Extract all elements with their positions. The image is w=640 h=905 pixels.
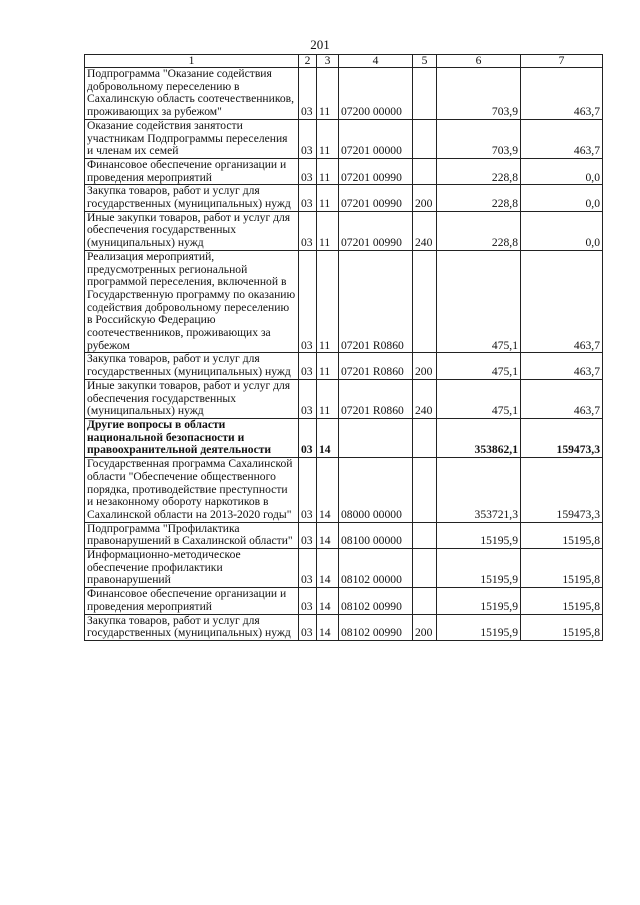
amount-col-7: 463,7 bbox=[521, 379, 603, 418]
table-body bbox=[85, 68, 603, 641]
subsection-code: 11 bbox=[317, 158, 339, 184]
amount-col-6: 703,9 bbox=[437, 119, 521, 158]
amount-col-7: 15195,8 bbox=[521, 522, 603, 548]
expense-type-code bbox=[413, 588, 437, 614]
amount-col-6: 353862,1 bbox=[437, 418, 521, 457]
expense-type-code bbox=[413, 250, 437, 353]
amount-col-6: 228,8 bbox=[437, 158, 521, 184]
target-article-code bbox=[339, 418, 413, 457]
column-header: 7 bbox=[521, 55, 603, 68]
row-name: Иные закупки товаров, работ и услуг для обеспечения государственных (муниципальных) нужд bbox=[85, 211, 299, 250]
row-name: Иные закупки товаров, работ и услуг для обеспечения государственных (муниципальных) нужд bbox=[85, 379, 299, 418]
row-name: Закупка товаров, работ и услуг для государственных (муниципальных) нужд bbox=[85, 353, 299, 379]
target-article-code: 07201 00990 bbox=[339, 158, 413, 184]
column-header: 3 bbox=[317, 55, 339, 68]
target-article-code: 07201 00990 bbox=[339, 211, 413, 250]
section-code: 03 bbox=[299, 614, 317, 640]
column-header: 5 bbox=[413, 55, 437, 68]
amount-col-7: 0,0 bbox=[521, 185, 603, 211]
amount-col-6: 353721,3 bbox=[437, 458, 521, 523]
page-number: 201 bbox=[310, 37, 330, 52]
section-code: 03 bbox=[299, 379, 317, 418]
target-article-code: 07201 R0860 bbox=[339, 353, 413, 379]
amount-col-7: 159473,3 bbox=[521, 418, 603, 457]
amount-col-6: 228,8 bbox=[437, 185, 521, 211]
table-row bbox=[85, 119, 603, 158]
expense-type-code bbox=[413, 119, 437, 158]
section-code: 03 bbox=[299, 185, 317, 211]
table-row bbox=[85, 549, 603, 588]
amount-col-7: 463,7 bbox=[521, 353, 603, 379]
target-article-code: 07201 00990 bbox=[339, 185, 413, 211]
section-code: 03 bbox=[299, 158, 317, 184]
amount-col-6: 475,1 bbox=[437, 250, 521, 353]
table-row bbox=[85, 353, 603, 379]
target-article-code: 07200 00000 bbox=[339, 68, 413, 120]
expense-type-code: 200 bbox=[413, 353, 437, 379]
expense-type-code bbox=[413, 549, 437, 588]
column-header-row bbox=[85, 55, 603, 68]
expense-type-code bbox=[413, 522, 437, 548]
amount-col-7: 0,0 bbox=[521, 211, 603, 250]
table-row bbox=[85, 250, 603, 353]
target-article-code: 08100 00000 bbox=[339, 522, 413, 548]
subsection-code: 14 bbox=[317, 418, 339, 457]
row-name: Государственная программа Сахалинской области "Обеспечение общественного порядка, противодействие преступности и незаконному обороту наркотиков в Сахалинской области на 2013-2020 годы" bbox=[85, 458, 299, 523]
expense-type-code bbox=[413, 458, 437, 523]
target-article-code: 08102 00990 bbox=[339, 588, 413, 614]
subsection-code: 11 bbox=[317, 250, 339, 353]
table-row bbox=[85, 158, 603, 184]
expense-type-code: 200 bbox=[413, 185, 437, 211]
budget-table bbox=[84, 54, 603, 641]
table-row bbox=[85, 522, 603, 548]
section-code: 03 bbox=[299, 119, 317, 158]
row-name: Подпрограмма "Профилактика правонарушений в Сахалинской области" bbox=[85, 522, 299, 548]
amount-col-7: 463,7 bbox=[521, 68, 603, 120]
row-name: Другие вопросы в области национальной безопасности и правоохранительной деятельности bbox=[85, 418, 299, 457]
target-article-code: 08000 00000 bbox=[339, 458, 413, 523]
section-code: 03 bbox=[299, 522, 317, 548]
subsection-code: 11 bbox=[317, 119, 339, 158]
table-row bbox=[85, 588, 603, 614]
amount-col-7: 463,7 bbox=[521, 250, 603, 353]
subsection-code: 11 bbox=[317, 68, 339, 120]
amount-col-6: 15195,9 bbox=[437, 588, 521, 614]
section-code: 03 bbox=[299, 418, 317, 457]
expense-type-code bbox=[413, 68, 437, 120]
amount-col-6: 475,1 bbox=[437, 379, 521, 418]
row-name: Финансовое обеспечение организации и проведения мероприятий bbox=[85, 588, 299, 614]
subsection-code: 14 bbox=[317, 549, 339, 588]
subsection-code: 14 bbox=[317, 458, 339, 523]
target-article-code: 07201 R0860 bbox=[339, 379, 413, 418]
subsection-code: 14 bbox=[317, 522, 339, 548]
amount-col-6: 15195,9 bbox=[437, 549, 521, 588]
amount-col-7: 15195,8 bbox=[521, 614, 603, 640]
table-row bbox=[85, 185, 603, 211]
section-code: 03 bbox=[299, 250, 317, 353]
amount-col-7: 0,0 bbox=[521, 158, 603, 184]
amount-col-6: 228,8 bbox=[437, 211, 521, 250]
target-article-code: 08102 00000 bbox=[339, 549, 413, 588]
expense-type-code: 240 bbox=[413, 379, 437, 418]
table-row bbox=[85, 68, 603, 120]
table-row bbox=[85, 458, 603, 523]
amount-col-7: 15195,8 bbox=[521, 549, 603, 588]
subsection-code: 11 bbox=[317, 211, 339, 250]
target-article-code: 07201 R0860 bbox=[339, 250, 413, 353]
expense-type-code bbox=[413, 418, 437, 457]
table-row bbox=[85, 211, 603, 250]
row-name: Оказание содействия занятости участникам Подпрограммы переселения и членам их семей bbox=[85, 119, 299, 158]
section-code: 03 bbox=[299, 211, 317, 250]
column-header: 6 bbox=[437, 55, 521, 68]
column-header: 2 bbox=[299, 55, 317, 68]
amount-col-7: 159473,3 bbox=[521, 458, 603, 523]
target-article-code: 07201 00000 bbox=[339, 119, 413, 158]
expense-type-code: 200 bbox=[413, 614, 437, 640]
amount-col-6: 475,1 bbox=[437, 353, 521, 379]
subsection-code: 11 bbox=[317, 353, 339, 379]
row-name: Закупка товаров, работ и услуг для государственных (муниципальных) нужд bbox=[85, 185, 299, 211]
expense-type-code: 240 bbox=[413, 211, 437, 250]
subsection-code: 11 bbox=[317, 379, 339, 418]
column-header: 1 bbox=[85, 55, 299, 68]
expense-type-code bbox=[413, 158, 437, 184]
subsection-code: 14 bbox=[317, 588, 339, 614]
amount-col-7: 15195,8 bbox=[521, 588, 603, 614]
column-header: 4 bbox=[339, 55, 413, 68]
amount-col-6: 703,9 bbox=[437, 68, 521, 120]
amount-col-6: 15195,9 bbox=[437, 522, 521, 548]
table-row bbox=[85, 418, 603, 457]
section-code: 03 bbox=[299, 588, 317, 614]
amount-col-6: 15195,9 bbox=[437, 614, 521, 640]
subsection-code: 14 bbox=[317, 614, 339, 640]
subsection-code: 11 bbox=[317, 185, 339, 211]
table-row bbox=[85, 379, 603, 418]
row-name: Закупка товаров, работ и услуг для государственных (муниципальных) нужд bbox=[85, 614, 299, 640]
amount-col-7: 463,7 bbox=[521, 119, 603, 158]
section-code: 03 bbox=[299, 68, 317, 120]
section-code: 03 bbox=[299, 458, 317, 523]
row-name: Информационно-методическое обеспечение профилактики правонарушений bbox=[85, 549, 299, 588]
row-name: Подпрограмма "Оказание содействия добровольному переселению в Сахалинскую область соотечественников, проживающих за рубежом" bbox=[85, 68, 299, 120]
target-article-code: 08102 00990 bbox=[339, 614, 413, 640]
section-code: 03 bbox=[299, 353, 317, 379]
row-name: Финансовое обеспечение организации и проведения мероприятий bbox=[85, 158, 299, 184]
table-row bbox=[85, 614, 603, 640]
section-code: 03 bbox=[299, 549, 317, 588]
row-name: Реализация мероприятий, предусмотренных региональной программой переселения, включенной в Государственную программу по оказанию содействия добровольному переселению в Российскую Федерацию соотечественников, проживающих за рубежом bbox=[85, 250, 299, 353]
